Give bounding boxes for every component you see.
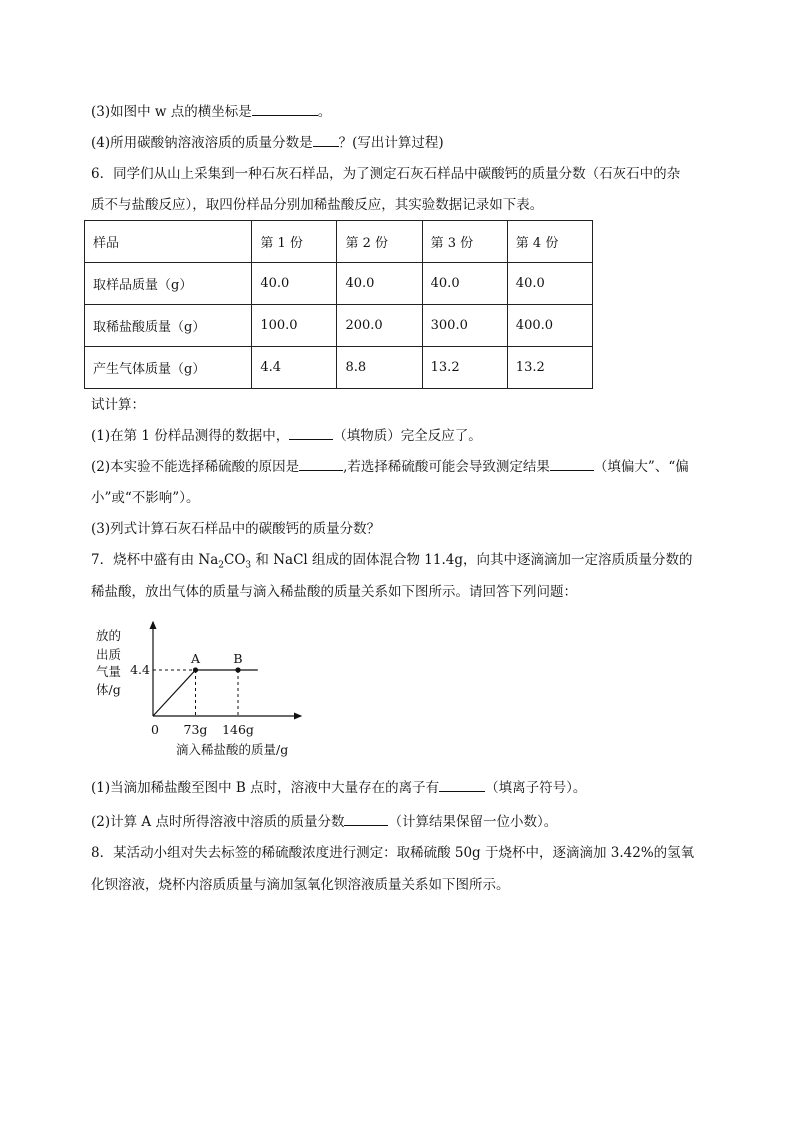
- table-cell: 取稀盐酸质量（g）: [85, 305, 252, 347]
- origin-label: 0: [151, 722, 159, 737]
- y-label-line: 出质: [96, 647, 122, 662]
- table-cell: 200.0: [337, 305, 422, 347]
- q5-sub4: (4)所用碳酸钠溶液溶质的质量分数是 ？(写出计算过程): [91, 135, 444, 151]
- series-line: [153, 670, 258, 716]
- table-row: [85, 347, 593, 389]
- q6-stem-line1: 6．同学们从山上采集到一种石灰石样品，为了测定石灰石样品中碳酸钙的质量分数（石灰石中的杂: [91, 166, 681, 182]
- q6-sub1: (1)在第 1 份样品测得的数据中， （填物质）完全反应了。: [91, 428, 482, 444]
- data-table: [84, 220, 593, 389]
- q6-stem-line2: 质不与盐酸反应），取四份样品分别加稀盐酸反应，其实验数据记录如下表。: [91, 197, 544, 213]
- q6-sub3: (3)列式计算石灰石样品中的碳酸钙的质量分数？: [91, 521, 381, 537]
- table-cell: 13.2: [422, 347, 507, 389]
- table-header-cell: 第 2 份: [337, 221, 422, 263]
- answer-blank[interactable]: [289, 439, 333, 440]
- q7-stem-line2: 稀盐酸，放出气体的质量与滴入稀盐酸的质量关系如下图所示。请回答下列问题：: [91, 584, 577, 600]
- table-cell: 40.0: [507, 263, 592, 305]
- y-label-line: 气量: [96, 664, 122, 679]
- point-label-b: B: [233, 651, 243, 666]
- answer-blank[interactable]: [299, 470, 343, 471]
- gas-mass-chart: [88, 610, 318, 760]
- answer-blank[interactable]: [439, 791, 485, 792]
- y-label-line: 体/g: [96, 682, 121, 697]
- x-axis-label: 滴入稀盐酸的质量/g: [176, 742, 289, 757]
- answer-blank[interactable]: [550, 470, 594, 471]
- x-tick-label: 146g: [222, 722, 254, 737]
- table-header-cell: 第 3 份: [422, 221, 507, 263]
- table-header-cell: 第 1 份: [252, 221, 337, 263]
- q7-stem-line1: 7．烧杯中盛有由 $Na_2CO_3$ 和 NaCl 组成的固体混合物 11.4g，向其中逐滴滴加一定溶质质量分数的: [91, 552, 693, 571]
- answer-blank[interactable]: [344, 825, 388, 826]
- table-header-row: [85, 221, 593, 263]
- q6-try-calc: 试计算：: [91, 397, 145, 413]
- table-cell: 13.2: [507, 347, 592, 389]
- q8-stem-line2: 化钡溶液，烧杯内溶质质量与滴加氢氧化钡溶液质量关系如下图所示。: [91, 877, 510, 893]
- data-point-b: [235, 667, 240, 672]
- table-header-cell: 第 4 份: [507, 221, 592, 263]
- table-cell: 8.8: [337, 347, 422, 389]
- y-label-line: 放的: [96, 628, 122, 643]
- table-cell: 40.0: [252, 263, 337, 305]
- y-axis-label: [96, 628, 122, 697]
- q8-stem-line1: 8．某活动小组对失去标签的稀硫酸浓度进行测定：取稀硫酸 50g 于烧杯中，逐滴滴加 3.42%的氢氧: [91, 845, 695, 861]
- q7-sub1: (1)当滴加稀盐酸至图中 B 点时，溶液中大量存在的离子有 （填离子符号）。: [91, 780, 587, 796]
- table-row: [85, 263, 593, 305]
- table-header-cell: 样品: [85, 221, 252, 263]
- q5-sub3: (3)如图中 w 点的横坐标是 。: [91, 104, 332, 120]
- data-point-a: [193, 667, 198, 672]
- table-cell: 40.0: [422, 263, 507, 305]
- q6-sub2: (2)本实验不能选择稀硫酸的原因是 ,若选择稀硫酸可能会导致测定结果 （填偏大”、“偏: [91, 459, 689, 475]
- table-cell: 400.0: [507, 305, 592, 347]
- table-cell: 100.0: [252, 305, 337, 347]
- y-tick-label: 4.4: [130, 662, 150, 677]
- q7-sub2: (2)计算 A 点时所得溶液中溶质的质量分数 （计算结果保留一位小数）。: [91, 814, 558, 830]
- table-cell: 取样品质量（g）: [85, 263, 252, 305]
- point-label-a: A: [190, 651, 201, 666]
- table-row: [85, 305, 593, 347]
- x-tick-label: 73g: [183, 722, 208, 737]
- table-cell: 产生气体质量（g）: [85, 347, 252, 389]
- answer-blank[interactable]: [313, 146, 339, 147]
- table-cell: 300.0: [422, 305, 507, 347]
- q6-sub2-continued: 小”或“不影响”）。: [91, 490, 200, 506]
- table-cell: 4.4: [252, 347, 337, 389]
- table-cell: 40.0: [337, 263, 422, 305]
- answer-blank[interactable]: [252, 115, 318, 116]
